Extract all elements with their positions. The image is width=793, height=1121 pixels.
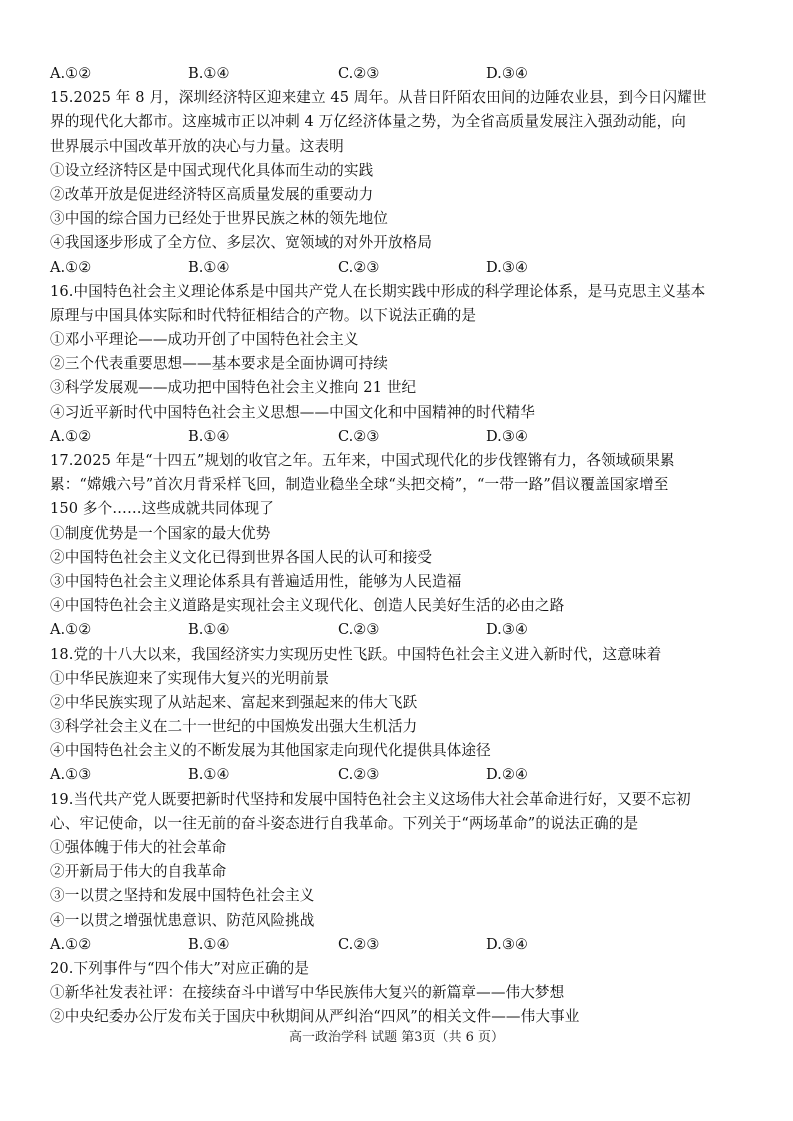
statement-item: ④习近平新时代中国特色社会主义思想——中国文化和中国精神的时代精华 [50, 403, 535, 421]
statement-item: ③科学发展观——成功把中国特色社会主义推向 21 世纪 [50, 379, 417, 397]
option-d: D.③④ [486, 935, 528, 953]
question-stem-line: 心、牢记使命，以一往无前的奋斗姿态进行自我革命。下列关于“两场革命”的说法正确的是 [50, 814, 639, 832]
question-15 [50, 86, 750, 280]
answer-options [50, 618, 750, 642]
answer-options [50, 933, 750, 957]
question-18 [50, 643, 750, 788]
statement-item: ①制度优势是一个国家的最大优势 [50, 524, 271, 542]
statement-item: ③中国特色社会主义理论体系具有普遍适用性，能够为人民造福 [50, 572, 462, 590]
statement-item: ③科学社会主义在二十一世纪的中国焕发出强大生机活力 [50, 718, 418, 736]
question-20 [50, 957, 750, 1030]
option-b: B.①④ [188, 935, 230, 953]
question-stem-line: 累：“嫦娥六号”首次月背采样飞回，制造业稳坐全球“头把交椅”，“一带一路”倡议覆盖国家增至 [50, 476, 669, 494]
option-a: A.①② [50, 65, 92, 82]
statement-item: ④中国特色社会主义的不断发展为其他国家走向现代化提供具体途径 [50, 742, 491, 760]
option-b: B.①④ [188, 65, 230, 82]
option-a: A.①② [50, 935, 92, 953]
option-d: D.③④ [486, 621, 528, 639]
option-c: C.②③ [338, 427, 380, 445]
answer-options [50, 256, 750, 280]
question-stem-line: 18.党的十八大以来，我国经济实力实现历史性飞跃。中国特色社会主义进入新时代，这意味着 [50, 645, 662, 663]
option-b: B.①④ [188, 427, 230, 445]
statement-item: ①设立经济特区是中国式现代化具体而生动的实践 [50, 161, 374, 179]
option-b: B.①④ [188, 766, 230, 784]
statement-item: ②开新局于伟大的自我革命 [50, 863, 227, 881]
option-d: D.③④ [486, 65, 528, 82]
statement-item: ①强体魄于伟大的社会革命 [50, 839, 227, 856]
option-c: C.②③ [338, 766, 380, 784]
question-stem-line: 世界展示中国改革开放的决心与力量。这表明 [50, 137, 344, 155]
statement-item: ③一以贯之坚持和发展中国特色社会主义 [50, 887, 315, 905]
answer-options [50, 62, 750, 86]
question-stem-line: 16.中国特色社会主义理论体系是中国共产党人在长期实践中形成的科学理论体系，是马克思主义基本 [50, 282, 706, 300]
question-stem-line: 19.当代共产党人既要把新时代坚持和发展中国特色社会主义这场伟大社会革命进行好，又要不忘初 [50, 790, 691, 808]
question-19 [50, 788, 750, 957]
option-c: C.②③ [338, 935, 380, 953]
option-a: A.①② [50, 427, 92, 445]
page-footer: 高一政治学科 试题 第3页（共 6 页） [288, 1030, 505, 1045]
option-c: C.②③ [338, 258, 380, 276]
option-c: C.②③ [338, 65, 380, 82]
question-stem-line: 15.2025 年 8 月，深圳经济特区迎来建立 45 周年。从昔日阡陌农田间的边陲农业县，到今日闪耀世 [50, 89, 707, 107]
statement-item: ③中国的综合国力已经处于世界民族之林的领先地位 [50, 210, 388, 228]
option-a: A.①③ [50, 766, 92, 784]
statement-item: ②中央纪委办公厅发布关于国庆中秋期间从严纠治“四风”的相关文件——伟大事业 [50, 1008, 580, 1026]
statement-item: ②改革开放是促进经济特区高质量发展的重要动力 [50, 185, 374, 203]
option-d: D.③④ [486, 427, 528, 445]
option-b: B.①④ [188, 621, 230, 639]
option-d: D.②④ [486, 766, 528, 784]
option-b: B.①④ [188, 258, 230, 276]
statement-item: ①新华社发表社评：在接续奋斗中谱写中华民族伟大复兴的新篇章——伟大梦想 [50, 984, 565, 1002]
question-16 [50, 280, 750, 449]
question-stem-line: 150 多个……这些成就共同体现了 [50, 500, 274, 518]
statement-item: ①中华民族迎来了实现伟大复兴的光明前景 [50, 669, 330, 687]
answer-options [50, 763, 750, 787]
question-stem-line: 17.2025 年是“十四五”规划的收官之年。五年来，中国式现代化的步伐铿锵有力，各领域硕果累 [50, 452, 675, 469]
option-a: A.①② [50, 258, 92, 276]
statement-item: ④中国特色社会主义道路是实现社会主义现代化、创造人民美好生活的必由之路 [50, 597, 565, 615]
question-stem-line: 原理与中国具体实际和时代特征相结合的产物。以下说法正确的是 [50, 306, 477, 324]
option-d: D.③④ [486, 258, 528, 276]
question-stem-line: 界的现代化大都市。这座城市正以冲刺 4 万亿经济体量之势，为全省高质量发展注入强劲动能，向 [50, 113, 687, 131]
statement-item: ④我国逐步形成了全方位、多层次、宽领域的对外开放格局 [50, 234, 433, 252]
option-a: A.①② [50, 621, 92, 639]
statement-item: ①邓小平理论——成功开创了中国特色社会主义 [50, 331, 359, 349]
statement-item: ④一以贯之增强忧患意识、防范风险挑战 [50, 911, 315, 929]
statement-item: ②中国特色社会主义文化已得到世界各国人民的认可和接受 [50, 548, 433, 566]
question-17 [50, 449, 750, 643]
statement-item: ②三个代表重要思想——基本要求是全面协调可持续 [50, 355, 388, 373]
option-c: C.②③ [338, 621, 380, 639]
question-stem-line: 20.下列事件与“四个伟大”对应正确的是 [50, 959, 310, 977]
answer-options [50, 425, 750, 449]
statement-item: ②中华民族实现了从站起来、富起来到强起来的伟大飞跃 [50, 693, 418, 711]
exam-page [50, 62, 750, 1030]
